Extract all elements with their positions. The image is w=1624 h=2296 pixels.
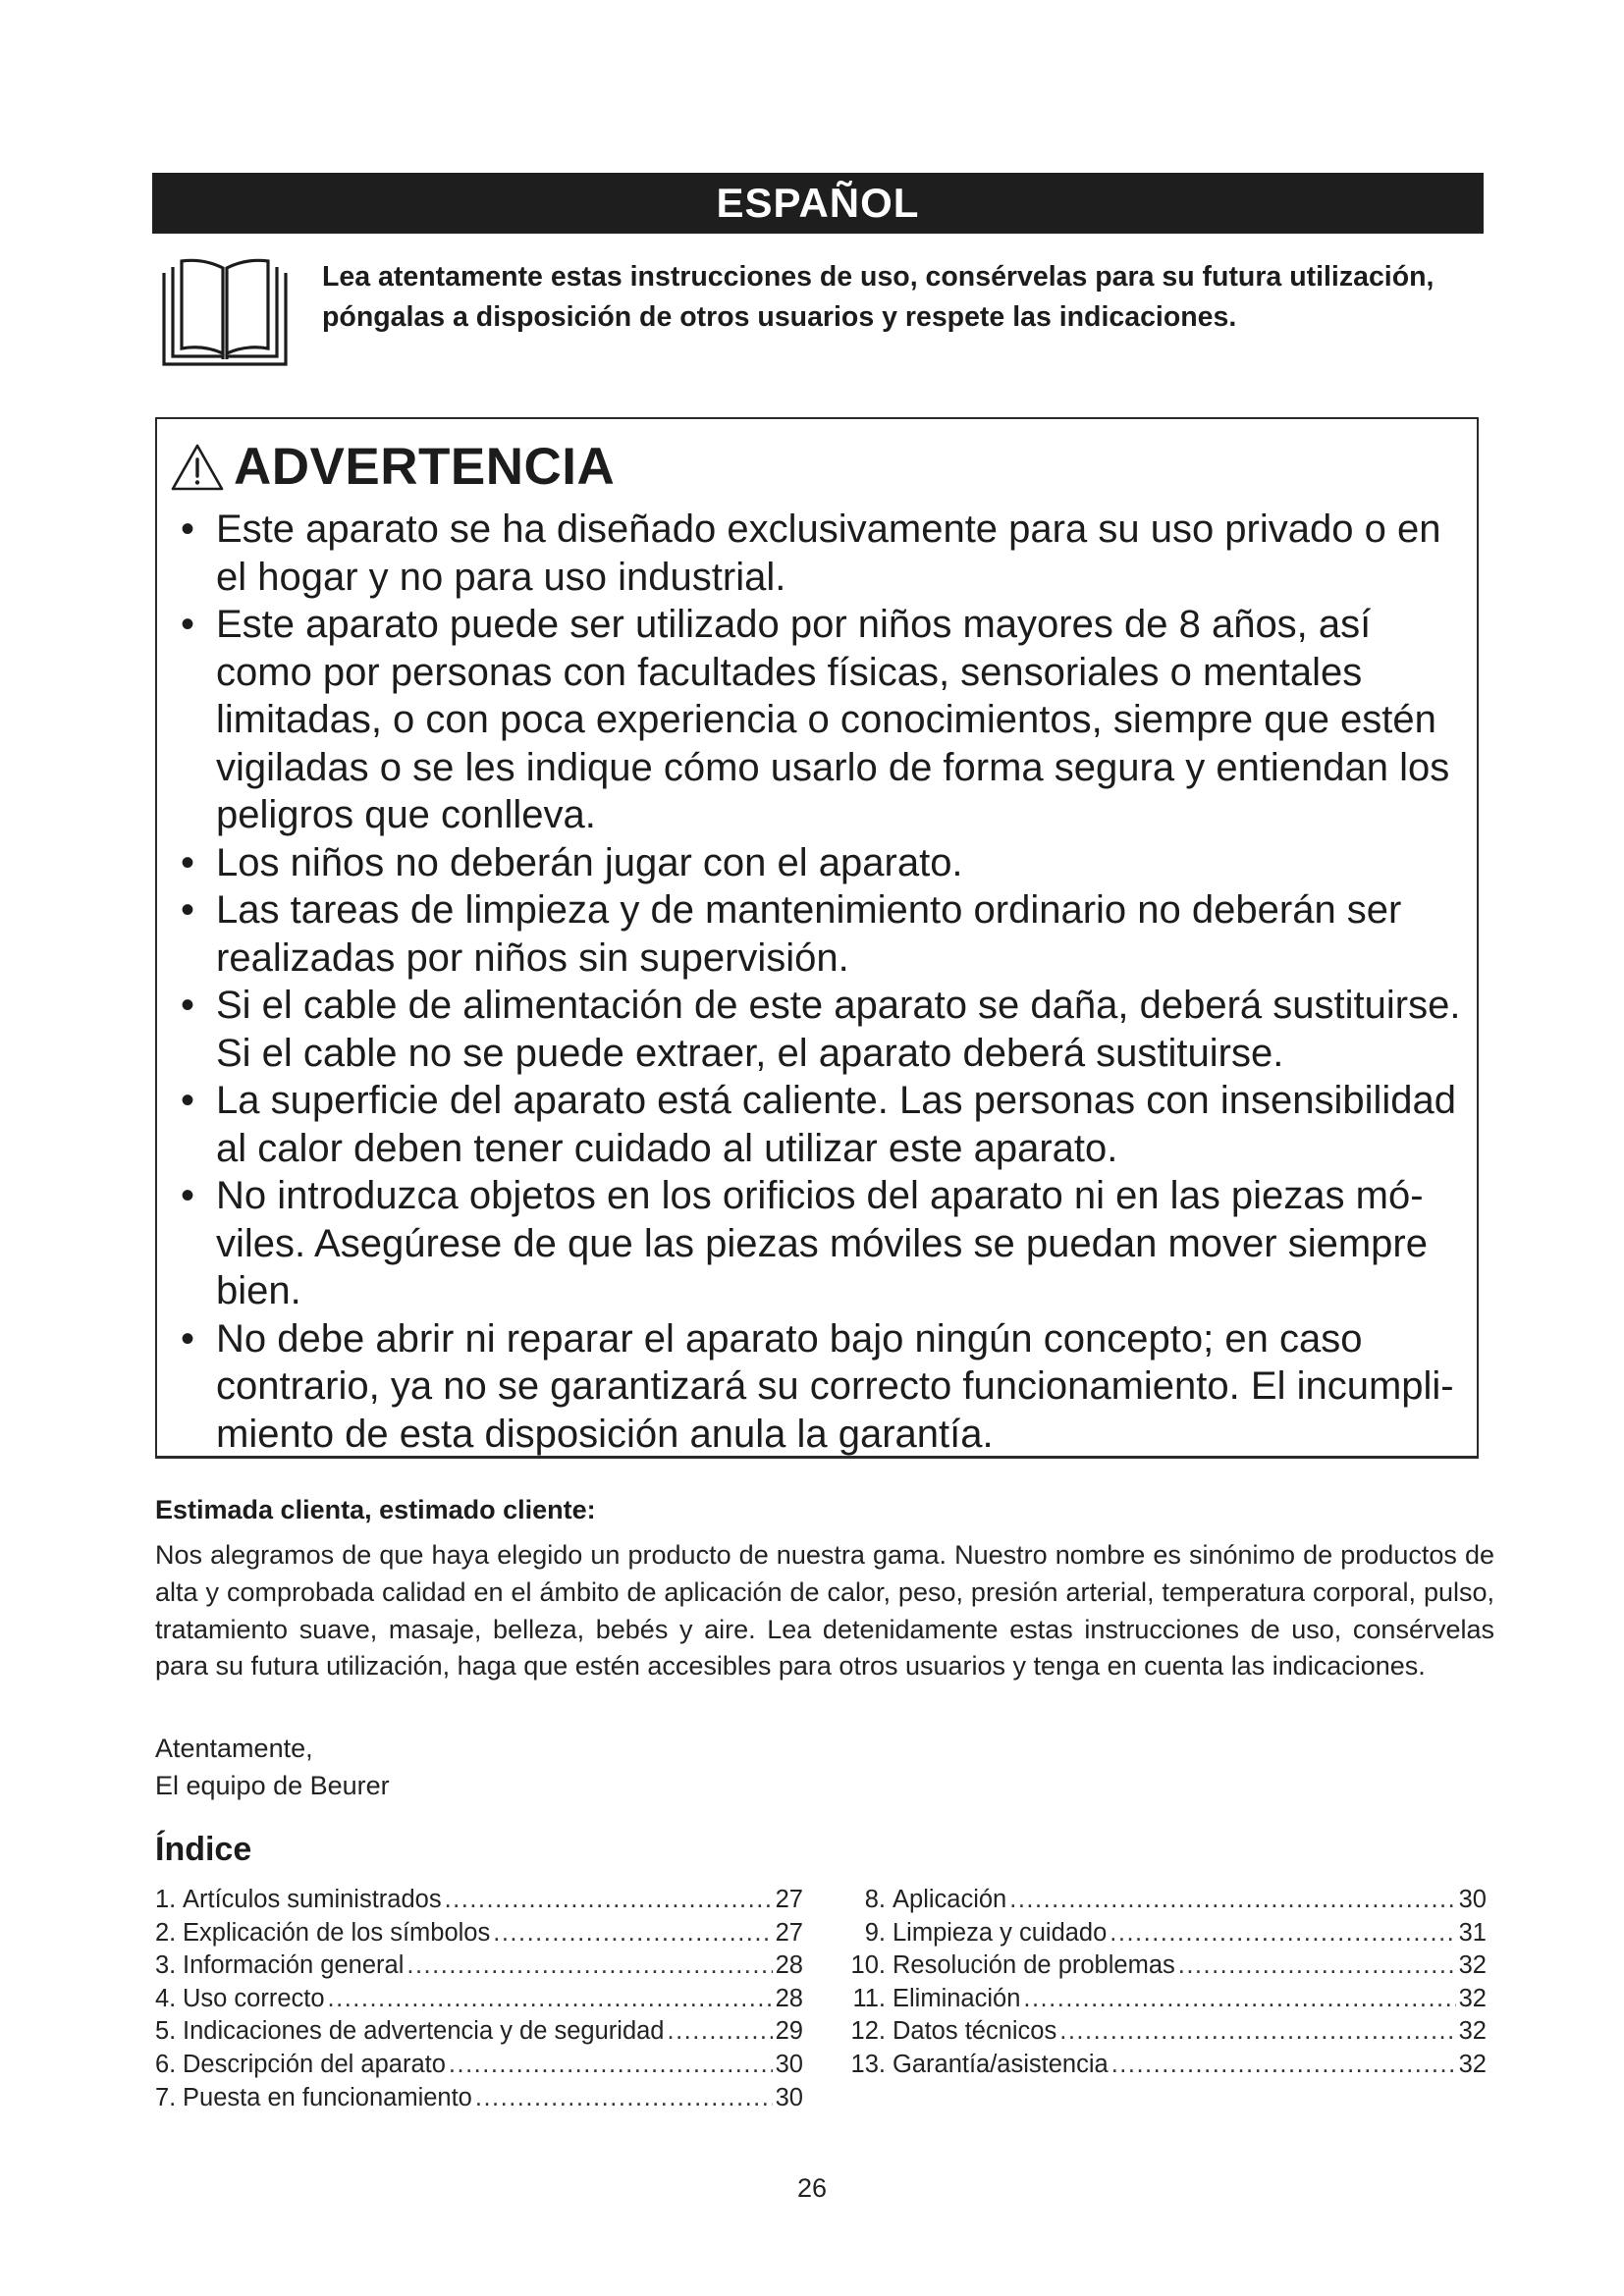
- index-title: Índice: [155, 1831, 252, 1868]
- warning-item: • Este aparato puede ser utilizado por niños mayores de 8 años, así como por personas con facultades físicas, sensoriales o mentales limitadas, o con poca experiencia o conocimientos, siempre que estén vigiladas o se les indique cómo usarlo de forma segura y entiendan los peligros que conlleva.: [171, 601, 1477, 839]
- warning-item: • No introduzca objetos en los orificios del aparato ni en las piezas mó-viles. Asegúrese de que las piezas móviles se puedan mover siempre bien.: [171, 1172, 1477, 1315]
- index-entry-number: 12.: [850, 2017, 886, 2046]
- index-entry-page: 31: [1458, 1918, 1487, 1947]
- signoff: [155, 1731, 390, 1805]
- page-number: 26: [796, 2173, 828, 2203]
- index-entry-label: Limpieza y cuidado: [893, 1918, 1108, 1947]
- warning-title: ADVERTENCIA: [234, 438, 616, 496]
- dot-leader: [1178, 1949, 1456, 1983]
- warning-item: • Este aparato se ha diseñado exclusivamente para su uso privado o en el hogar y no para uso industrial.: [171, 506, 1477, 601]
- index-entry-page: 30: [775, 2050, 803, 2078]
- index-entry[interactable]: [842, 2015, 1487, 2049]
- index-entry-page: 27: [775, 1918, 803, 1947]
- index-entry-number: 6.: [155, 2050, 177, 2078]
- index-entry-label: Datos técnicos: [893, 2017, 1057, 2046]
- index-entry[interactable]: [155, 2082, 803, 2115]
- index-entry-label: Puesta en funcionamiento: [183, 2083, 472, 2111]
- index-entry[interactable]: [842, 1917, 1487, 1950]
- index-entry[interactable]: [842, 1983, 1487, 2016]
- index-entry-page: 30: [1458, 1886, 1487, 1913]
- index-entry[interactable]: [155, 2015, 803, 2049]
- index-entry-number: 3.: [155, 1951, 177, 1980]
- dot-leader: [475, 2082, 773, 2115]
- dot-leader: [668, 2015, 773, 2049]
- warning-item: • Los niños no deberán jugar con el aparato.: [171, 839, 1477, 887]
- index-entry-number: 10.: [850, 1951, 886, 1980]
- dot-leader: [449, 2049, 773, 2082]
- index-entry[interactable]: [155, 2049, 803, 2082]
- dot-leader: [1059, 2015, 1455, 2049]
- warning-item: • Las tareas de limpieza y de mantenimiento ordinario no deberán ser realizadas por niños sin supervisión.: [171, 886, 1477, 982]
- greeting-heading: Estimada clienta, estimado cliente:: [155, 1495, 596, 1524]
- index-entry-label: Aplicación: [893, 1886, 1007, 1913]
- index-entry[interactable]: [155, 1949, 803, 1983]
- index-entry[interactable]: [155, 1917, 803, 1950]
- index-entry-label: Garantía/asistencia: [893, 2050, 1109, 2078]
- index-entry-number: 11.: [852, 1984, 886, 2012]
- intro-instructions: Lea atentamente estas instrucciones de uso, consérvelas para su futura utilización, póngalas a disposición de otros usuarios y respete las indicaciones.: [322, 261, 1435, 333]
- index-entry-page: 32: [1458, 2017, 1487, 2046]
- index-entry-page: 32: [1458, 1951, 1487, 1980]
- index-entry-number: 4.: [155, 1984, 177, 2012]
- read-manual-book-icon: [160, 255, 290, 368]
- index-entry-page: 32: [1458, 1984, 1487, 2012]
- dot-leader: [406, 1949, 772, 1983]
- index-entry-page: 30: [775, 2083, 803, 2111]
- dot-leader: [1111, 2049, 1456, 2082]
- closing-text: Atentamente,: [155, 1734, 313, 1763]
- warning-triangle-icon: [171, 443, 224, 492]
- index-entry-number: 9.: [864, 1918, 886, 1947]
- index-entry-page: 28: [775, 1984, 803, 2012]
- index-entry-label: Indicaciones de advertencia y de seguridad: [183, 2017, 665, 2046]
- warning-item: • No debe abrir ni reparar el aparato bajo ningún concepto; en caso contrario, ya no se garantizará su correcto funcionamiento. El incumpli-miento de esta disposición anula la garantía.: [171, 1315, 1477, 1459]
- language-title: ESPAÑOL: [716, 180, 920, 226]
- index-entry-number: 2.: [155, 1918, 177, 1947]
- index-entry[interactable]: [842, 2049, 1487, 2082]
- warning-list: [171, 506, 1477, 1458]
- dot-leader: [1110, 1917, 1455, 1950]
- index-entry[interactable]: [155, 1884, 803, 1917]
- index-entry-number: 13.: [850, 2050, 886, 2078]
- index-column-right: [842, 1884, 1487, 2082]
- warning-box: [155, 417, 1479, 1459]
- index-entry-label: Información general: [183, 1951, 405, 1980]
- dot-leader: [445, 1884, 773, 1917]
- dot-leader: [1023, 1983, 1455, 2016]
- dot-leader: [493, 1917, 772, 1950]
- greeting-body: Nos alegramos de que haya elegido un producto de nuestra gama. Nuestro nombre es sinónimo de productos de alta y comprobada calidad en el ámbito de aplicación de calor, peso, presión arterial, temperatura corporal, pulso, tratamiento suave, masaje, belleza, bebés y aire. Lea detenidamente estas instrucciones de uso, consérvelas para su futura utilización, haga que estén accesibles para otros usuarios y tenga en cuenta las indicaciones.: [155, 1540, 1494, 1682]
- index-entry-label: Explicación de los símbolos: [183, 1918, 491, 1947]
- index-entry-label: Artículos suministrados: [183, 1886, 442, 1913]
- index-entry-label: Eliminación: [893, 1984, 1021, 2012]
- index-entry-label: Descripción del aparato: [183, 2050, 446, 2078]
- index-entry[interactable]: [155, 1983, 803, 2016]
- language-header-bar: [152, 173, 1484, 234]
- index-column-left: [155, 1884, 803, 2114]
- dot-leader: [1009, 1884, 1455, 1917]
- index-entry-page: 28: [775, 1951, 803, 1980]
- warning-heading: [171, 437, 615, 497]
- index-entry-page: 32: [1458, 2050, 1487, 2078]
- index-entry-label: Resolución de problemas: [893, 1951, 1175, 1980]
- index-entry[interactable]: [842, 1949, 1487, 1983]
- index-entry-number: 5.: [155, 2017, 177, 2046]
- warning-item: • Si el cable de alimentación de este aparato se daña, deberá sustituirse. Si el cable no se puede extraer, el aparato deberá sustituirse.: [171, 982, 1477, 1077]
- warning-item: • La superficie del aparato está caliente. Las personas con insensibilidad al calor deben tener cuidado al utilizar este aparato.: [171, 1077, 1477, 1172]
- index-entry-page: 27: [775, 1886, 803, 1913]
- index-entry-number: 1.: [155, 1886, 177, 1913]
- signature-text: El equipo de Beurer: [155, 1770, 390, 1800]
- index-entry-page: 29: [775, 2017, 803, 2046]
- index-entry-number: 7.: [155, 2083, 177, 2111]
- dot-leader: [328, 1983, 773, 2016]
- index-entry-label: Uso correcto: [183, 1984, 325, 2012]
- index-entry[interactable]: [842, 1884, 1487, 1917]
- index-entry-number: 8.: [864, 1886, 886, 1913]
